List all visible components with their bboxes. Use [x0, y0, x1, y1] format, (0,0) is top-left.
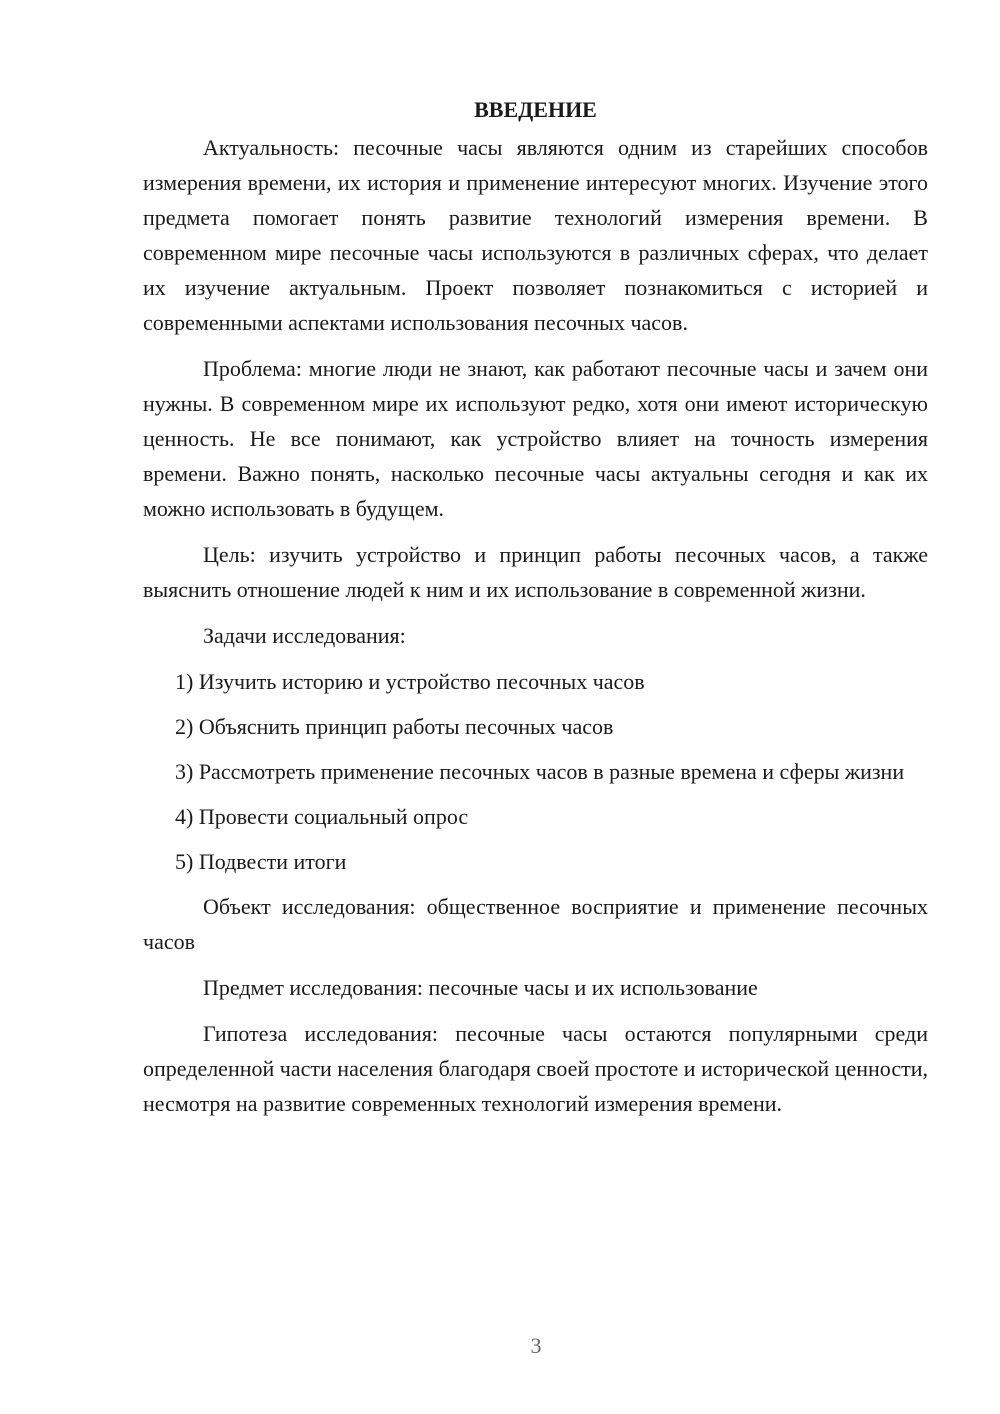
- task-item: 1) Изучить историю и устройство песочных часов: [175, 669, 645, 694]
- hypothesis-paragraph: Гипотеза исследования: песочные часы остаются популярными среди определенной части населения благодаря своей простоте и исторической ценности, несмотря на развитие современных технологий измерения времени.: [143, 1021, 928, 1116]
- relevance-paragraph: Актуальность: песочные часы являются одним из старейших способов измерения времени, их история и применение интересуют многих. Изучение этого предмета помогает понять развитие технологий измерения времени. В современном мире песочные часы используются в различных сферах, что делает их изучение актуальным. Проект позволяет познакомиться с историей и современными аспектами использования песочных часов.: [143, 135, 928, 335]
- page-content: [143, 94, 928, 1132]
- page-number: 3: [530, 1333, 542, 1358]
- tasks-heading: Задачи исследования:: [203, 623, 406, 648]
- goal-paragraph: Цель: изучить устройство и принцип работы песочных часов, а также выяснить отношение людей к ним и их использование в современной жизни.: [143, 542, 928, 602]
- problem-paragraph: Проблема: многие люди не знают, как работают песочные часы и зачем они нужны. В современном мире их используют редко, хотя они имеют историческую ценность. Не все понимают, как устройство влияет на точность измерения времени. Важно понять, насколько песочные часы актуальны сегодня и как их можно использовать в будущем.: [143, 356, 928, 521]
- task-item: 3) Рассмотреть применение песочных часов в разные времена и сферы жизни: [175, 759, 905, 784]
- task-item: 5) Подвести итоги: [175, 849, 347, 874]
- object-paragraph: Объект исследования: общественное восприятие и применение песочных часов: [143, 894, 928, 954]
- subject-paragraph: Предмет исследования: песочные часы и их использование: [203, 975, 758, 1000]
- task-item: 2) Объяснить принцип работы песочных часов: [175, 714, 614, 739]
- task-item: 4) Провести социальный опрос: [175, 804, 469, 829]
- tasks-list: [143, 664, 928, 879]
- page-title: ВВЕДЕНИЕ: [474, 97, 597, 122]
